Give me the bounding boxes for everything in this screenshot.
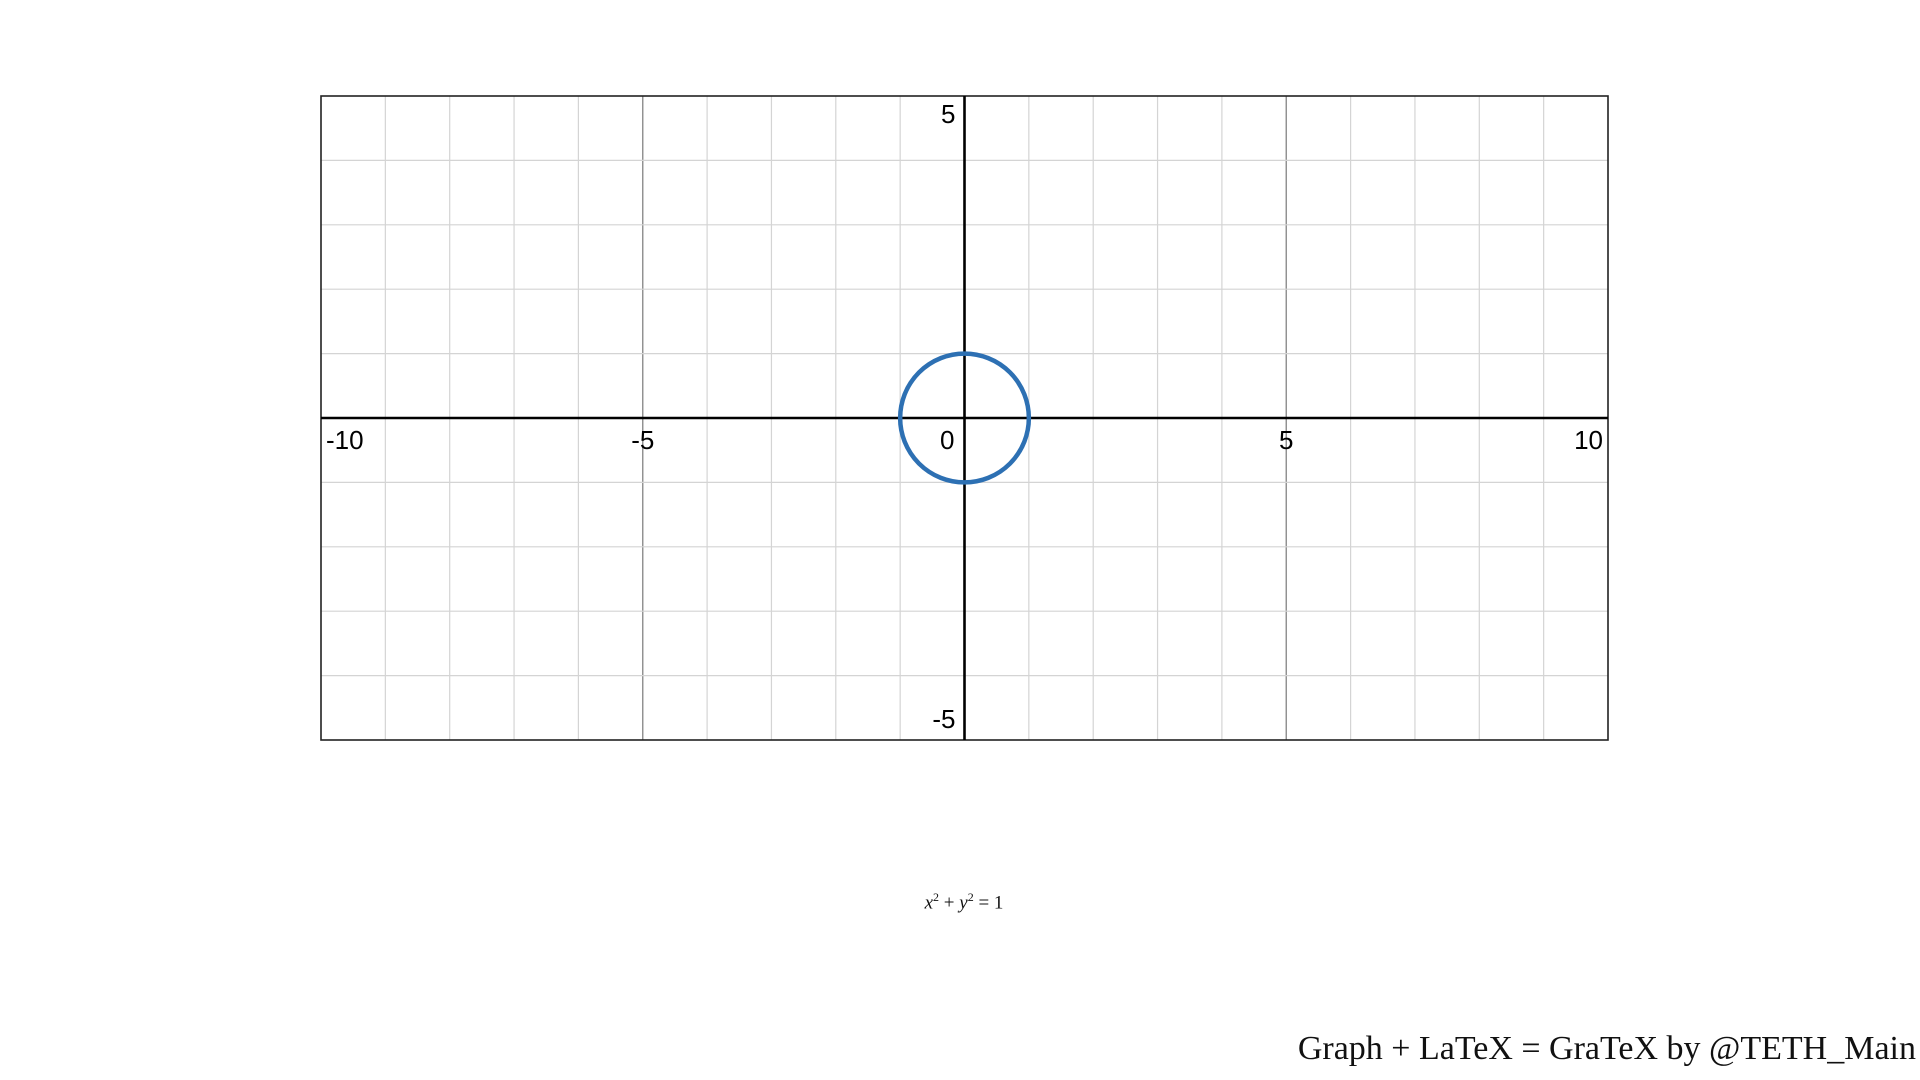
equation-x-var: x — [924, 892, 934, 914]
x-tick-label: 5 — [1279, 425, 1294, 455]
equation-equals: = — [978, 892, 990, 914]
equation-x-exponent: 2 — [933, 890, 940, 904]
equation-rhs: 1 — [993, 892, 1004, 914]
y-tick-label: -5 — [932, 704, 956, 734]
x-tick-label: 0 — [940, 425, 955, 455]
equation-y-exponent: 2 — [967, 890, 974, 904]
equation-y-var: y — [959, 892, 968, 914]
x-tick-label: -5 — [631, 425, 655, 455]
equation-plus: + — [943, 892, 955, 914]
y-tick-label: 5 — [941, 99, 956, 129]
equation-label — [0, 890, 1920, 914]
x-tick-label: -10 — [326, 425, 364, 455]
x-tick-label: 10 — [1574, 425, 1603, 455]
credit-text: Graph + LaTeX = GraTeX by @TETH_Main — [1297, 1030, 1916, 1067]
